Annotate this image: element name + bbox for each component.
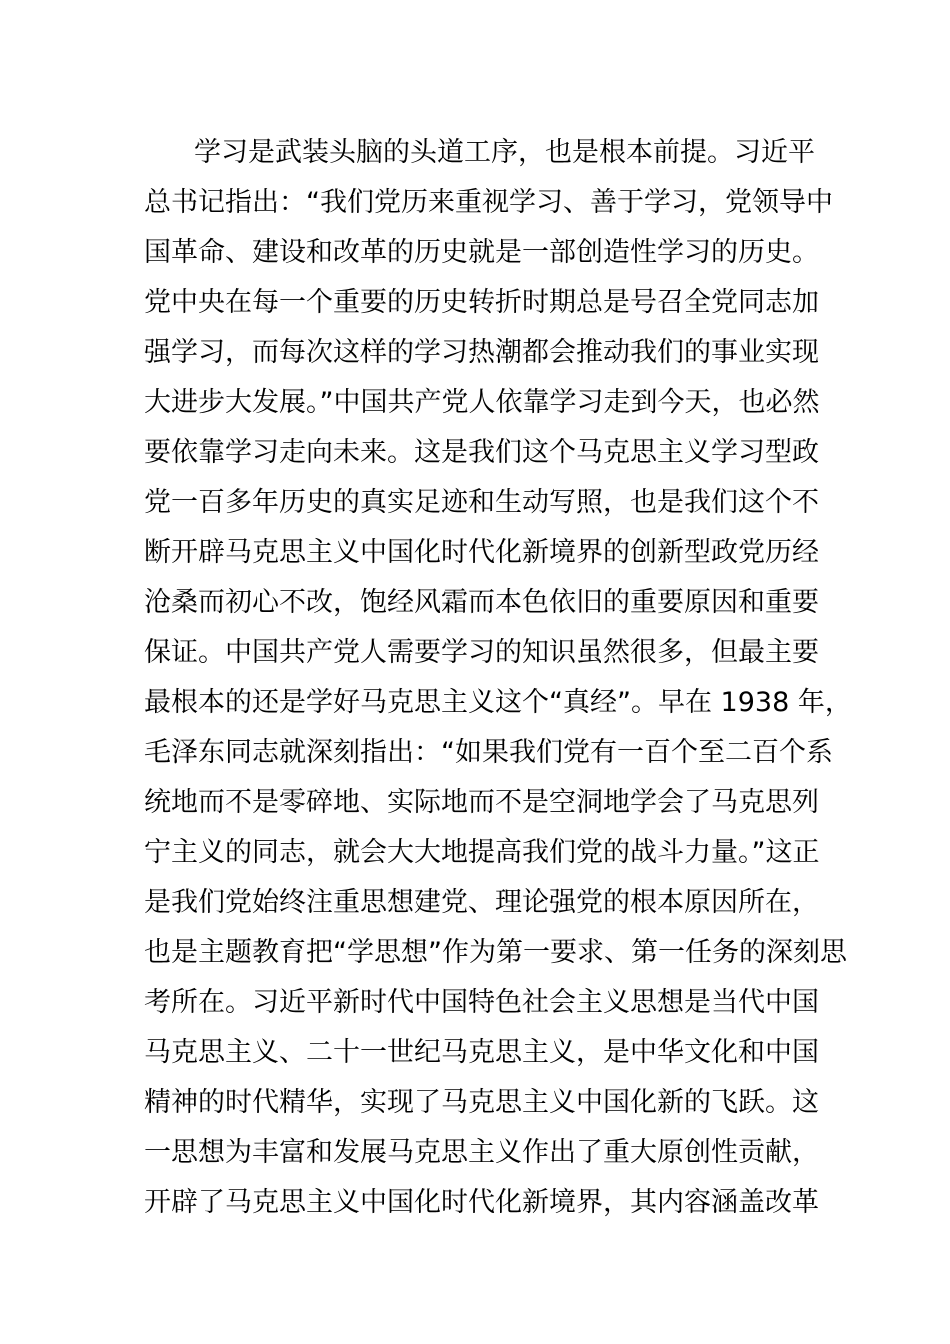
paragraph-line: 国革命、建设和改革的历史就是一部创造性学习的历史。 [144,237,819,268]
paragraph-line: 党一百多年历史的真实足迹和生动写照，也是我们这个不 [144,487,819,518]
paragraph-line: 总书记指出：“我们党历来重视学习、善于学习，党领导中 [144,187,833,218]
paragraph-line: 是我们党始终注重思想建党、理论强党的根本原因所在， [144,887,819,918]
paragraph-line: 开辟了马克思主义中国化时代化新境界，其内容涵盖改革 [144,1187,819,1218]
paragraph-line: 精神的时代精华，实现了马克思主义中国化新的飞跃。这 [144,1087,819,1118]
paragraph-line: 学习是武装头脑的头道工序，也是根本前提。习近平 [194,137,815,168]
paragraph-line: 强学习，而每次这样的学习热潮都会推动我们的事业实现 [144,337,819,368]
paragraph-line: 保证。中国共产党人需要学习的知识虽然很多，但最主要 [144,637,819,668]
paragraph-line: 宁主义的同志，就会大大地提高我们党的战斗力量。”这正 [144,837,820,868]
body-paragraph [144,128,852,1228]
paragraph-line: 沧桑而初心不改，饱经风霜而本色依旧的重要原因和重要 [144,587,819,618]
paragraph-line: 毛泽东同志就深刻指出：“如果我们党有一百个至二百个系 [144,737,833,768]
paragraph-line: 也是主题教育把“学思想”作为第一要求、第一任务的深刻思 [144,937,847,968]
paragraph-line: 党中央在每一个重要的历史转折时期总是号召全党同志加 [144,287,819,318]
paragraph-line: 一思想为丰富和发展马克思主义作出了重大原创性贡献， [144,1137,819,1168]
paragraph-line: 马克思主义、二十一世纪马克思主义，是中华文化和中国 [144,1037,819,1068]
paragraph-line: 要依靠学习走向未来。这是我们这个马克思主义学习型政 [144,437,819,468]
paragraph-line: 考所在。习近平新时代中国特色社会主义思想是当代中国 [144,987,819,1018]
paragraph-line: 最根本的还是学好马克思主义这个“真经”。早在 1938 年， [144,687,852,718]
paragraph-line: 统地而不是零碎地、实际地而不是空洞地学会了马克思列 [144,787,819,818]
paragraph-line: 大进步大发展。”中国共产党人依靠学习走到今天，也必然 [144,387,820,418]
paragraph-line: 断开辟马克思主义中国化时代化新境界的创新型政党历经 [144,537,819,568]
